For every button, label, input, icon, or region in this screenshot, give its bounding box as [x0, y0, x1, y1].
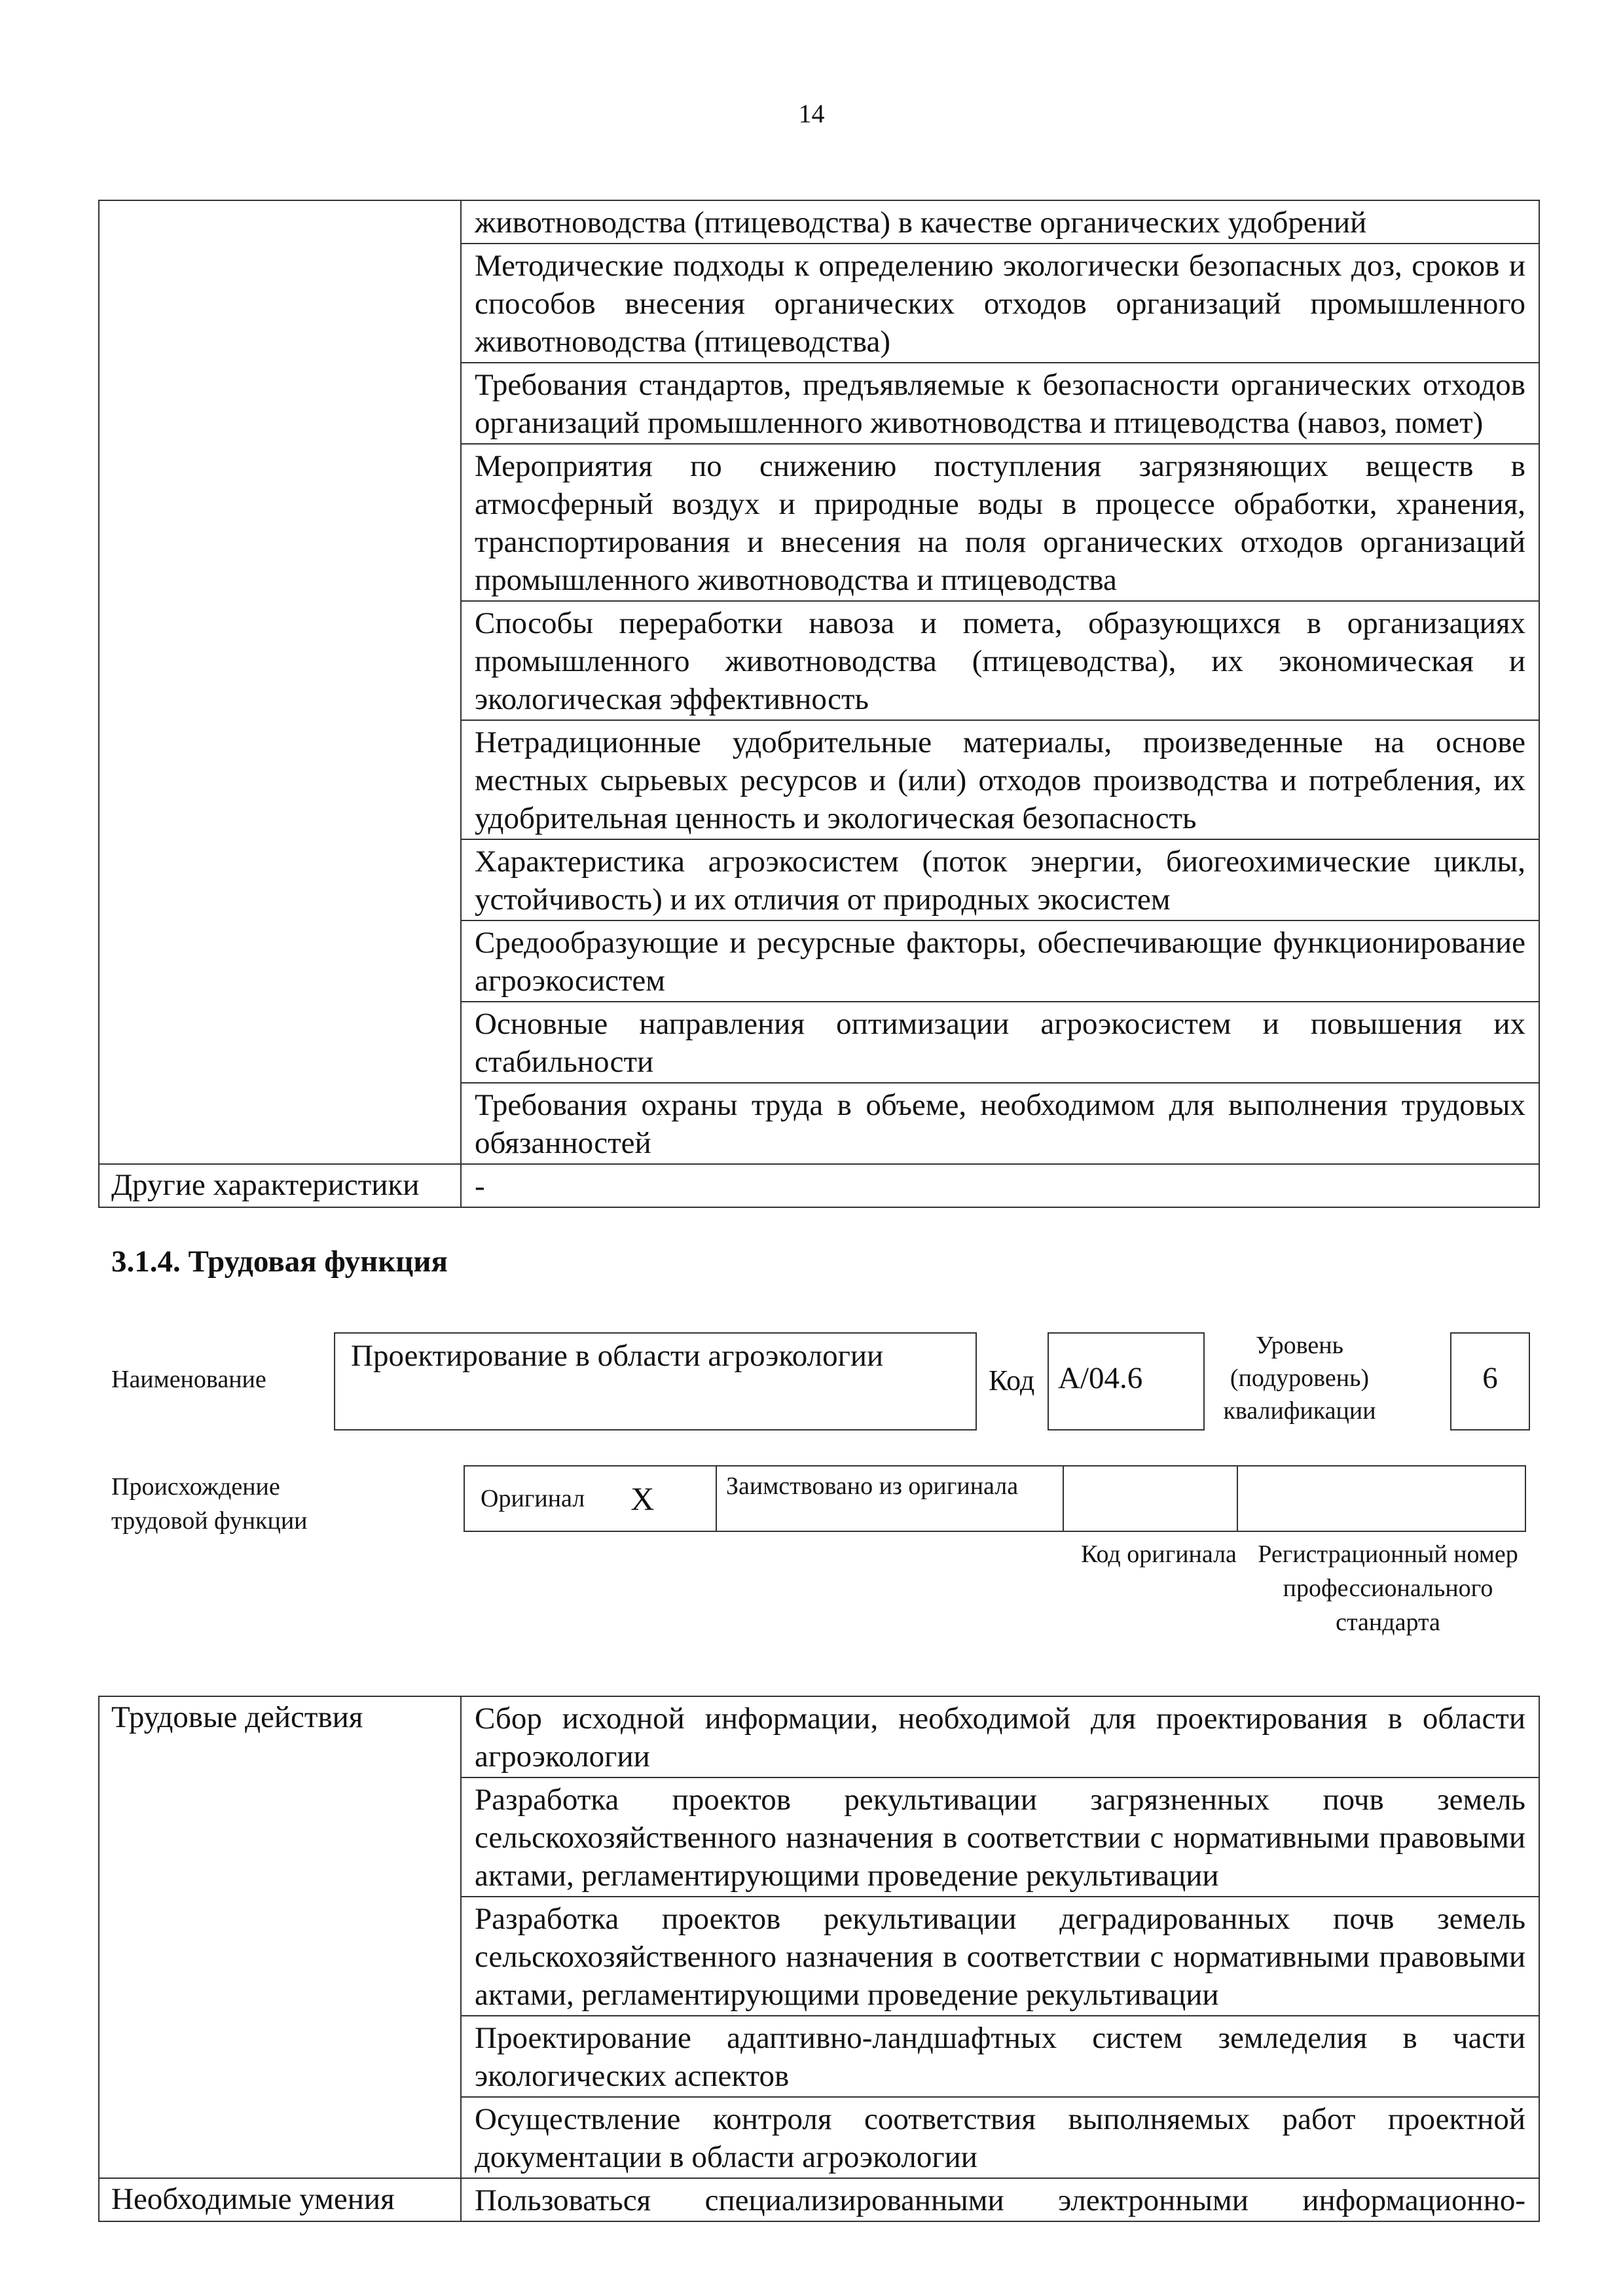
labor-action-item: Сбор исходной информации, необходимой для проектирования в области агроэкологии — [461, 1696, 1539, 1777]
origin-code-cell — [1063, 1465, 1238, 1532]
knowledge-item: Основные направления оптимизации агроэкосистем и повышения их стабильности — [461, 1002, 1539, 1083]
qualification-level-value: 6 — [1450, 1332, 1530, 1430]
other-characteristics-value: - — [461, 1164, 1539, 1207]
page-number: 14 — [798, 99, 825, 128]
knowledge-table — [98, 200, 1540, 1208]
table-row — [99, 2178, 1539, 2221]
table-row — [99, 1696, 1539, 1777]
required-skill-item: Пользоваться специализированными электронными информационно- — [461, 2178, 1539, 2221]
other-characteristics-label: Другие характеристики — [99, 1164, 461, 1207]
knowledge-item: Требования охраны труда в объеме, необходимом для выполнения трудовых обязанностей — [461, 1083, 1539, 1164]
knowledge-label-cell — [99, 200, 461, 1164]
knowledge-item: Средообразующие и ресурсные факторы, обеспечивающие функционирование агроэкосистем — [461, 920, 1539, 1002]
knowledge-item: Требования стандартов, предъявляемые к безопасности органических отходов организаций промышленного животноводства и птицеводства (навоз, помет) — [461, 363, 1539, 444]
knowledge-item: Характеристика агроэкосистем (поток энергии, биогеохимические циклы, устойчивость) и их отличия от природных экосистем — [461, 839, 1539, 920]
table-row — [99, 200, 1539, 244]
function-code-value: A/04.6 — [1048, 1332, 1205, 1430]
origin-original-mark: X — [630, 1480, 655, 1517]
origin-row — [465, 1465, 1530, 1532]
labor-action-item: Разработка проектов рекультивации загрязненных почв земель сельскохозяйственного назначения в соответствии с нормативными правовыми актами, регламентирующими проведение рекультивации — [461, 1777, 1539, 1897]
knowledge-item: животноводства (птицеводства) в качестве органических удобрений — [461, 200, 1539, 244]
section-heading: 3.1.4. Трудовая функция — [111, 1245, 448, 1279]
knowledge-item: Мероприятия по снижению поступления загрязняющих веществ в атмосферный воздух и природные воды в процессе обработки, хранения, транспортирования и внесения на поля органических отходов организаций промышленного животноводства и птицеводства — [461, 444, 1539, 601]
origin-label: Происхождение трудовой функции — [111, 1473, 308, 1535]
name-label: Наименование — [111, 1366, 266, 1393]
required-skills-label: Необходимые умения — [99, 2178, 461, 2221]
origin-original-cell — [464, 1465, 717, 1532]
function-name-value: Проектирование в области агроэкологии — [334, 1332, 977, 1430]
table-row — [99, 1164, 1539, 1207]
labor-actions-label: Трудовые действия — [99, 1696, 461, 2178]
knowledge-item: Нетрадиционные удобрительные материалы, произведенные на основе местных сырьевых ресурсов и (или) отходов производства и потребления, их удобрительная ценность и экологическая безопасность — [461, 720, 1539, 839]
registration-number-caption: Регистрационный номер профессионального стандарта — [1258, 1540, 1518, 1636]
labor-action-item: Разработка проектов рекультивации деградированных почв земель сельскохозяйственного назначения в соответствии с нормативными правовыми актами, регламентирующими проведение рекультивации — [461, 1897, 1539, 2016]
labor-actions-table — [98, 1696, 1540, 2222]
origin-original-label: Оригинал — [481, 1485, 585, 1512]
original-code-caption: Код оригинала — [1081, 1540, 1237, 1568]
labor-action-item: Осуществление контроля соответствия выполняемых работ проектной документации в области агроэкологии — [461, 2097, 1539, 2178]
code-label: Код — [989, 1364, 1035, 1396]
origin-borrowed-label: Заимствовано из оригинала — [716, 1465, 1064, 1532]
knowledge-item: Методические подходы к определению экологически безопасных доз, сроков и способов внесения органических отходов организаций промышленного животноводства (птицеводства) — [461, 244, 1539, 363]
origin-reg-number-cell — [1237, 1465, 1526, 1532]
labor-action-item: Проектирование адаптивно-ландшафтных систем земледелия в части экологических аспектов — [461, 2016, 1539, 2097]
qualification-level-label: Уровень (подуровень) квалификации — [1223, 1332, 1376, 1425]
knowledge-item: Способы переработки навоза и помета, образующихся в организациях промышленного животноводства (птицеводства), их экономическая и экологическая эффективность — [461, 601, 1539, 720]
